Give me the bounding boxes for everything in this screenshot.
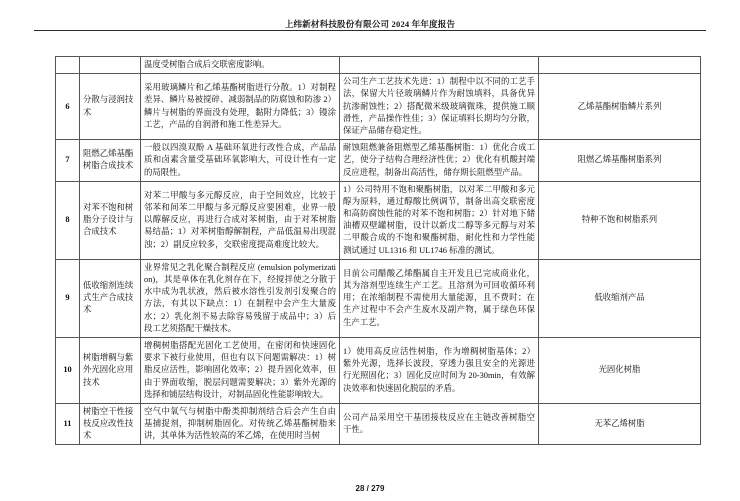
- table-row: [56, 181, 701, 259]
- cell-advantage: [340, 57, 539, 74]
- table-row-continued: [56, 57, 701, 74]
- cell-advantage: 耐蚀阻燃兼备阻燃型乙烯基酯树脂：1）优化合成工艺，使分子结构合理经济性优；2）优化有机酸封端反应进程，制备出高活性，储存期长阻燃型产品。: [340, 140, 539, 182]
- cell-advantage: 公司产品采用空干基团接枝反应在主链改善树脂空干性。: [340, 403, 539, 445]
- table-row: [56, 140, 701, 182]
- cell-number: 11: [56, 403, 80, 445]
- cell-technology-name: 低收缩剂连续式生产合成技术: [80, 259, 141, 337]
- cell-description: 采用玻璃鳞片和乙烯基酯树脂进行分散。1）对制程差异、鳞片易被搅碎、减弱制品的防腐蚀和防渗 2）鳞片与树脂的界面没有处理，黏附力降低；3）镘涂工艺，产品的自润滑和施工性差异大。: [141, 74, 340, 140]
- cell-technology-name: 树脂增稠与紫外光固化应用技术: [80, 337, 141, 403]
- table-row: [56, 403, 701, 445]
- cell-description: 一般以四溴双酚 A 基础环氧进行改性合成，产品品质和卤素含量受基础环氧影响大，可设计性有一定的局限性。: [141, 140, 340, 182]
- cell-number: [56, 57, 80, 74]
- technology-table-container: [55, 56, 691, 445]
- cell-technology-name: 分散与浸润技术: [80, 74, 141, 140]
- cell-product: 光固化树脂: [539, 337, 701, 403]
- cell-technology-name: [80, 57, 141, 74]
- cell-product: 无苯乙烯树脂: [539, 403, 701, 445]
- cell-description: 空气中氧气与树脂中酚类抑制剂结合后会产生自由基捕捉剂，抑制树脂固化。对传统乙烯基酯树脂来讲，其单体为活性较高的苯乙烯，在使用时当树: [141, 403, 340, 445]
- header-divider: [34, 30, 706, 31]
- table-row: [56, 337, 701, 403]
- cell-advantage: 1）公司特用不饱和聚酯树脂，以对苯二甲酸和多元醇为原料，通过醇酸比例调节，制备出高交联密度和高防腐蚀性能的对苯不饱和树脂；2）针对地下储油槽双壁罐树脂，设计以新戊二醇等多元醇与对苯二甲酸合成的不饱和聚酯树脂，耐化性和力学性能测试通过 UL1316 和 UL1746 标准的测试。: [340, 181, 539, 259]
- cell-product: 阻燃乙烯基酯树脂系列: [539, 140, 701, 182]
- technology-table: [55, 56, 701, 445]
- page-footer: [0, 478, 740, 496]
- cell-description: 对苯二甲酸与多元醇反应，由于空间效应，比较于邻苯和间苯二甲酸与多元醇反应要困难，业界一般以醇解反应，再进行合成对苯树脂，由于对苯树脂易结晶；1）对苯树脂醇解制程，产品低温易出现混浊；2）副反应较多，交联密度提高难度比较大。: [141, 181, 340, 259]
- table-row: [56, 259, 701, 337]
- cell-number: 8: [56, 181, 80, 259]
- cell-product: 低收缩剂产品: [539, 259, 701, 337]
- cell-number: 7: [56, 140, 80, 182]
- cell-technology-name: 树脂空干性接枝反应改性技术: [80, 403, 141, 445]
- page-number: 28 / 279: [355, 484, 385, 493]
- cell-technology-name: 对苯不饱和树脂分子设计与合成技术: [80, 181, 141, 259]
- cell-description: 温度受树脂合成后交联密度影响。: [141, 57, 340, 74]
- cell-description: 增稠树脂搭配光固化工艺使用，在密闭和快速固化要求下被行业使用，但也有以下问题需解决：1）树脂反应活性，影响固化效率；2）提升固化效率，但由于界面收缩，脱层问题需要解决；3）紫外光源的选择和铺层结构设计，对制品固化性能影响较大。: [141, 337, 340, 403]
- page-header-title: 上纬新材科技股份有限公司 2024 年年度报告: [284, 19, 456, 29]
- table-row: [56, 74, 701, 140]
- cell-advantage: 目前公司醋酸乙烯酯属自主开发且已完成商业化，其为溶剂型连续生产工艺。且溶剂为可回收循环利用；在浓缩制程不需使用大量能源，且不费时；在生产过程中不会产生废水及副产物，属于绿色环保生产工艺。: [340, 259, 539, 337]
- cell-number: 10: [56, 337, 80, 403]
- cell-product: 乙烯基酯树脂鳞片系列: [539, 74, 701, 140]
- cell-advantage: 公司生产工艺技术先进：1）制程中以不同的工艺手法，保留大片径玻璃鳞片作为耐蚀填料，具备优异抗渗耐蚀性；2）搭配微米级玻璃微珠，提供施工顺滑性，产品操作性佳；3）保证填料长期均匀分散，保证产品储存稳定性。: [340, 74, 539, 140]
- cell-description: 业界常见之乳化聚合制程反应 (emulsion polymerization)，其是单体在乳化剂存在下，经搅拌使之分散于水中成为乳状液，然后被水溶性引发剂引发聚合的方法，有其以下缺点：1）在制程中会产生大量废水；2）乳化剂不易去除容易残留于成品中；3）后段工艺须搭配干燥技术。: [141, 259, 340, 337]
- cell-advantage: 1）使用高反应活性树脂，作为增稠树脂基体；2）紫外光源，选择长波段，穿透力强且安全的光源进行光照固化；3）固化反应时间为 20-30min，有效解决效率和快速固化脱层的矛盾。: [340, 337, 539, 403]
- cell-number: 6: [56, 74, 80, 140]
- table-body: [56, 57, 701, 445]
- cell-product: 特种不饱和树脂系列: [539, 181, 701, 259]
- cell-technology-name: 阻燃乙烯基酯树脂合成技术: [80, 140, 141, 182]
- cell-product: [539, 57, 701, 74]
- cell-number: 9: [56, 259, 80, 337]
